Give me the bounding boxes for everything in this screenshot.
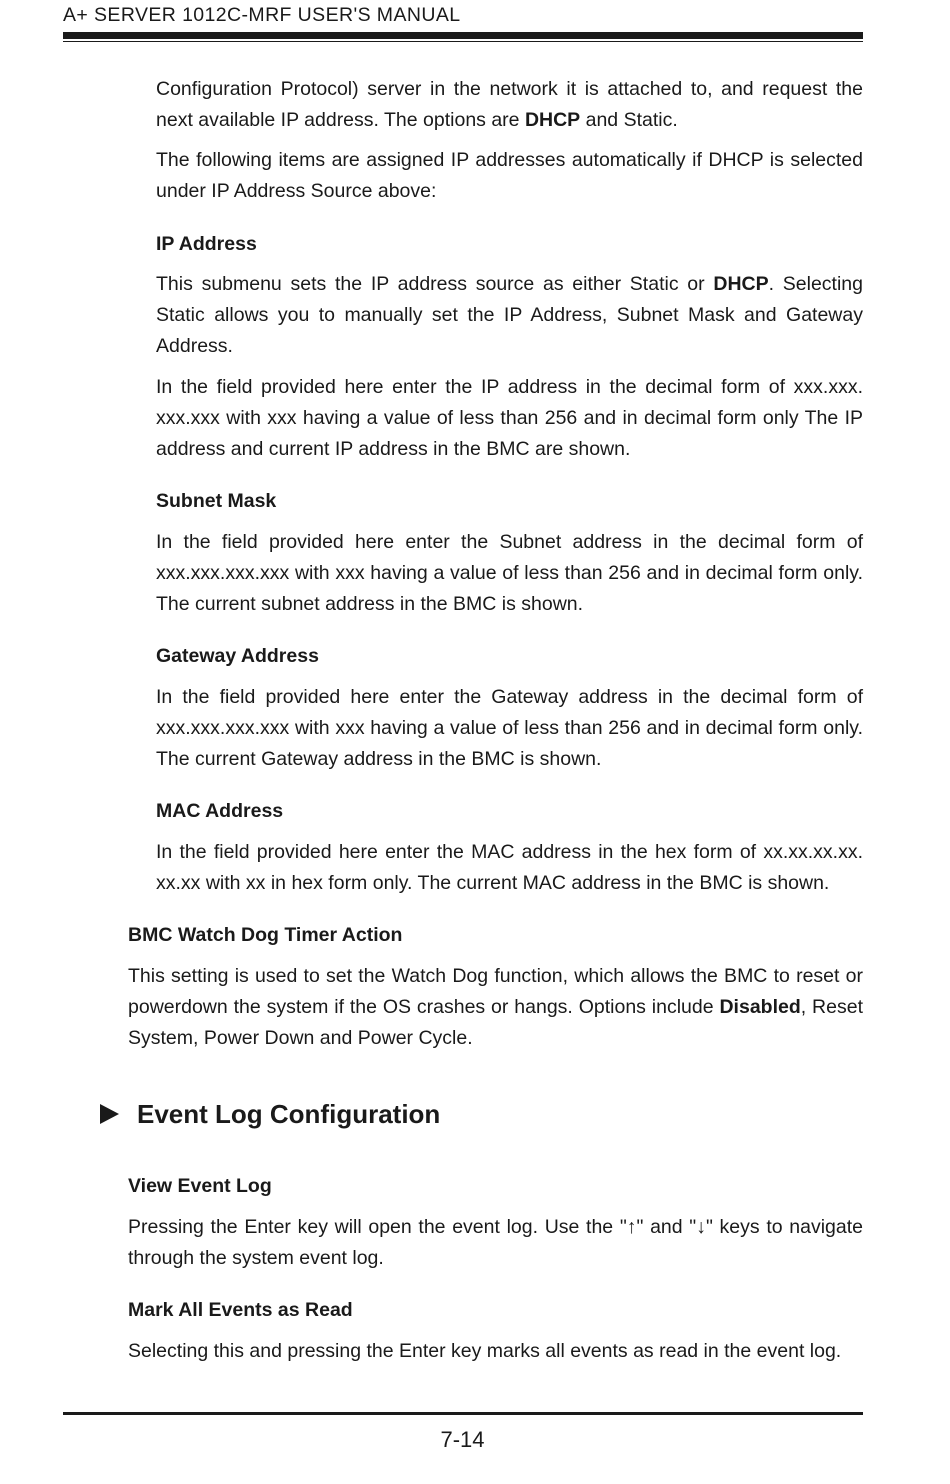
ip-text-c: . Selecting Static allows you to manually set the IP Address, Subnet Mask and Gateway Address. [156,273,863,357]
ip-address-paragraph-1 [156,269,863,362]
mac-address-heading: MAC Address [156,800,284,822]
watchdog-paragraph [128,961,863,1054]
footer-rule [63,1412,863,1415]
header-rule-thin [63,41,863,42]
gateway-address-paragraph: In the field provided here enter the Gateway address in the decimal form of xxx.xxx.xxx.xxx with xxx having a value of less than 256 and in decimal form only. The current Gateway address in the BMC is shown. [156,686,863,770]
watchdog-disabled-bold: Disabled [719,996,801,1018]
header-title: A+ SERVER 1012C-MRF USER'S MANUAL [63,4,461,26]
mark-all-events-heading: Mark All Events as Read [128,1299,353,1321]
intro-paragraph-1 [156,74,863,136]
watchdog-text-a: This setting is used to set the Watch Dog function, which allows the BMC to reset or powerdown the system if the OS crashes or hangs. Options include [128,965,863,1018]
mac-address-paragraph: In the field provided here enter the MAC address in the hex form of xx.xx.xx.xx. xx.xx with xx in hex form only. The current MAC address in the BMC is shown. [156,841,863,894]
ip-text-a: This submenu sets the IP address source as either Static or [156,273,714,295]
watchdog-text-c: , Reset System, Power Down and Power Cycle. [128,996,863,1049]
triangle-bullet-icon [100,1104,119,1124]
ip-address-heading: IP Address [156,233,257,255]
mark-all-events-paragraph: Selecting this and pressing the Enter key marks all events as read in the event log. [128,1340,842,1362]
intro-dhcp-bold: DHCP [524,109,581,131]
subnet-mask-paragraph: In the field provided here enter the Subnet address in the decimal form of xxx.xxx.xxx.xxx with xxx having a value of less than 256 and in decimal form only. The current subnet address in the BMC is shown. [156,531,863,615]
view-event-log-heading: View Event Log [128,1175,272,1197]
subnet-mask-heading: Subnet Mask [156,490,277,512]
view-event-log-paragraph: Pressing the Enter key will open the event log. Use the "↑" and "↓" keys to navigate through the system event log. [128,1216,863,1269]
event-log-title-text: Event Log Configuration [137,1099,441,1129]
intro-paragraph-2: The following items are assigned IP addresses automatically if DHCP is selected under IP Address Source above: [156,149,863,202]
gateway-address-heading: Gateway Address [156,645,319,667]
header-rule-thick [63,32,863,39]
event-log-section-title [100,1097,440,1131]
ip-address-paragraph-2: In the field provided here enter the IP address in the decimal form of xxx.xxx. xxx.xxx with xxx having a value of less than 256 and in decimal form only The IP address and current IP address in the BMC are shown. [156,376,863,460]
ip-dhcp-bold: DHCP [713,273,769,295]
page-number: 7-14 [440,1427,485,1452]
intro-text-c: and Static. [580,109,678,131]
watchdog-heading: BMC Watch Dog Timer Action [128,924,403,946]
intro-text-a: Configuration Protocol) server in the network it is attached to, and request the next available IP address. The options are [156,78,863,131]
